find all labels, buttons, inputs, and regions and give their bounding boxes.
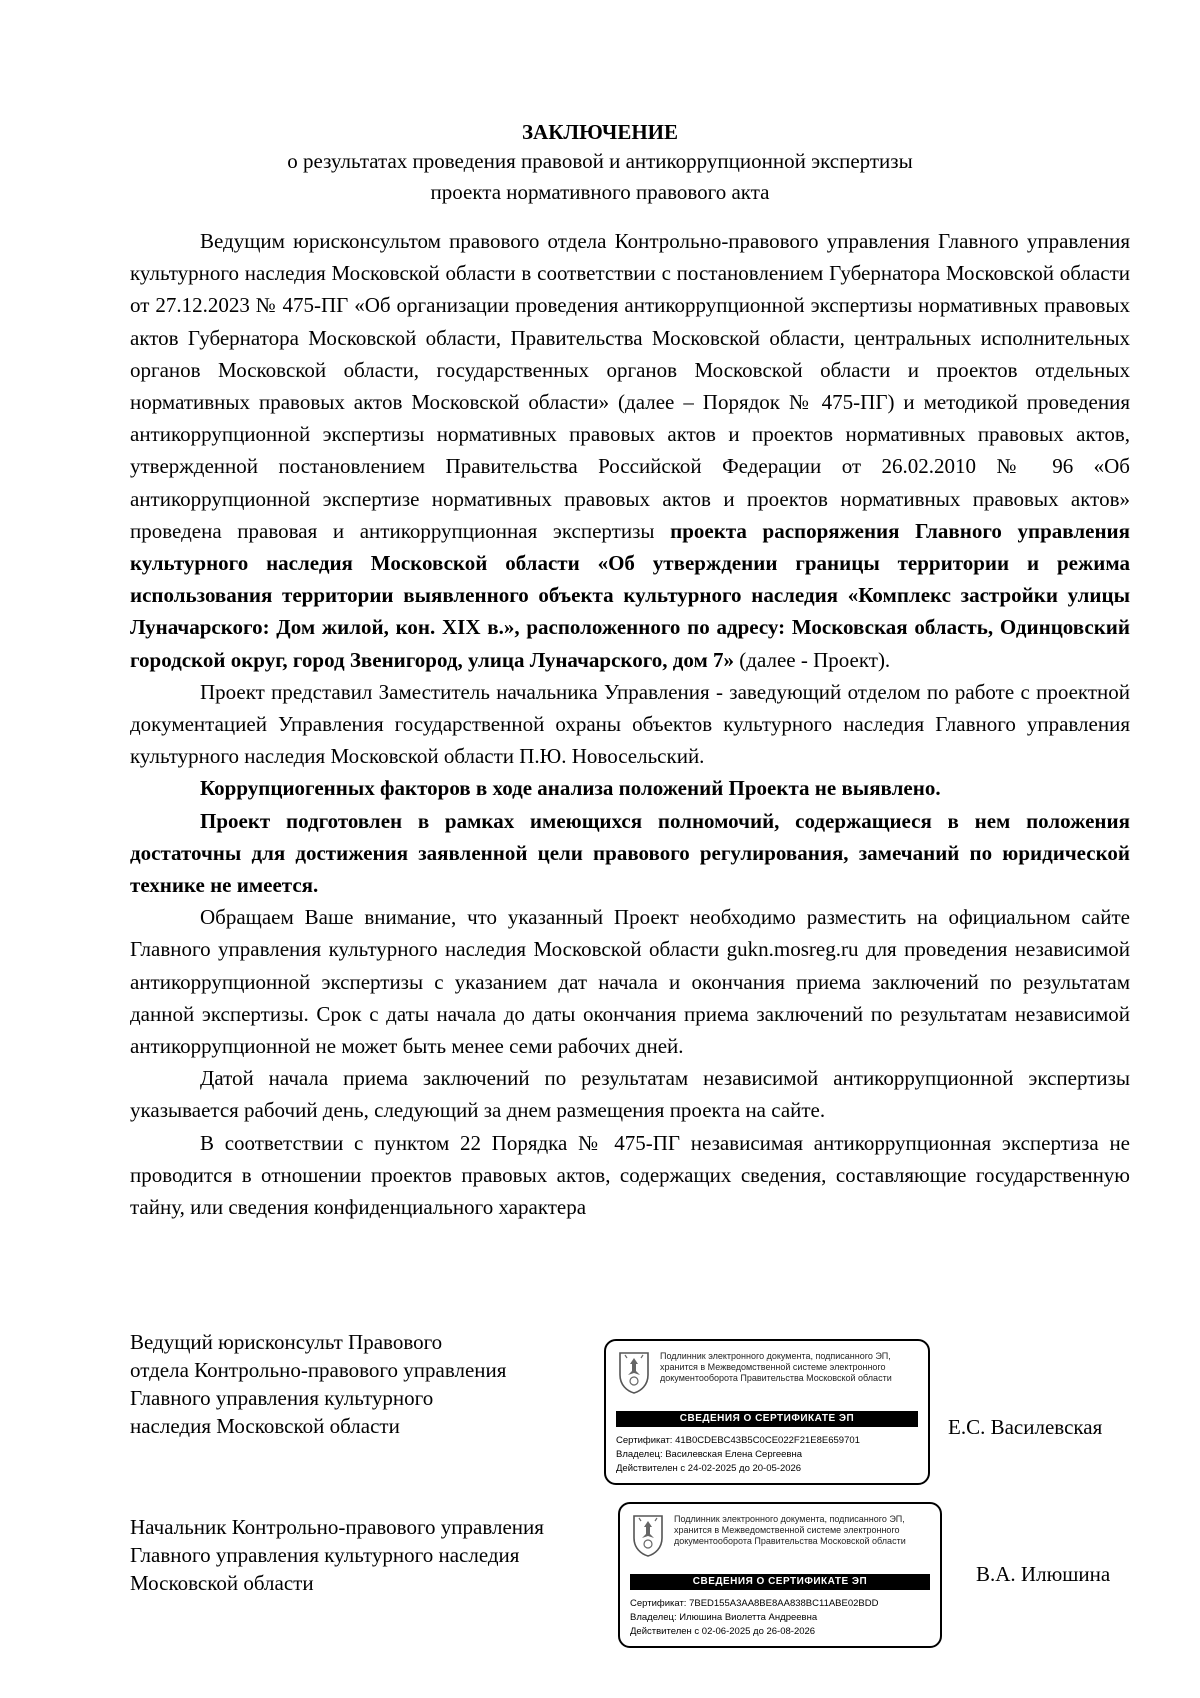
signature-1-position-line: Ведущий юрисконсульт Правового bbox=[130, 1330, 443, 1354]
stamp-2-owner: Владелец: Илюшина Виолетта Андреевна bbox=[630, 1612, 818, 1623]
stamp-1-header: Подлинник электронного документа, подписанного ЭП, хранится в Межведомственной системе электронного документооборота Правительства Московской области bbox=[660, 1351, 892, 1383]
coat-of-arms-icon bbox=[630, 1512, 666, 1558]
paragraph-project-sufficient: Проект подготовлен в рамках имеющихся полномочий, содержащиеся в нем положения достаточны для достижения заявленной цели правового регулирования, замечаний по юридической технике не имеется. bbox=[130, 808, 1130, 898]
stamp-2-validity: Действителен с 02-06-2025 до 26-08-2026 bbox=[630, 1626, 816, 1637]
coat-of-arms-icon bbox=[616, 1349, 652, 1395]
paragraph-expertise-basis-tail: (далее - Проект). bbox=[734, 647, 891, 672]
paragraph-expertise-basis-text: Ведущим юрисконсультом правового отдела Контрольно-правового управления Главного управления культурного наследия Московской области в соответствии с постановлением Губернатора Московской области от 27.12.2023 № 475-ПГ «Об организации проведения антикоррупционной экспертизы нормативных правовых актов Губернатора Московской области, Правительства Московской области, центральных исполнительных органов Московской области, государственных органов Московской области и проектов отдельных нормативных правовых актов Московской области» (далее – Порядок № 475-ПГ) и методикой проведения антикоррупционной экспертизы нормативных правовых актов и проектов нормативных правовых актов, утвержденной постановлением Правительства Российской Федерации от 26.02.2010 № 96 «Об антикоррупционной экспертизе нормативных правовых актов и проектов нормативных правовых актов» проведена правовая и антикоррупционная экспертизы bbox=[130, 229, 1130, 543]
paragraph-no-corruption-factors: Коррупциогенных факторов в ходе анализа положений Проекта не выявлено. bbox=[200, 776, 941, 801]
stamp-1-certificate-bar: СВЕДЕНИЯ О СЕРТИФИКАТЕ ЭП bbox=[616, 1411, 918, 1427]
signature-1-name: Е.С. Василевская bbox=[948, 1415, 1103, 1439]
paragraph-exceptions: В соответствии с пунктом 22 Порядка № 475-ПГ независимая антикоррупционная экспертиза не проводится в отношении проектов правовых актов, содержащих сведения, составляющие государственную тайну, или сведения конфиденциального характера bbox=[130, 1130, 1130, 1220]
stamp-2-certificate: Сертификат: 7BED155A3AA8BE8AA838BC11ABE02BDD bbox=[630, 1598, 879, 1609]
signature-2-position-line: Московской области bbox=[130, 1571, 314, 1595]
stamp-1-owner: Владелец: Василевская Елена Сергеевна bbox=[616, 1449, 803, 1460]
electronic-signature-stamp-1 bbox=[604, 1339, 930, 1485]
signature-1-position-line: наследия Московской области bbox=[130, 1414, 400, 1438]
paragraph-start-date: Датой начала приема заключений по результатам независимой антикоррупционной экспертизы указывается рабочий день, следующий за днем размещения проекта на сайте. bbox=[130, 1066, 1130, 1123]
document-title: ЗАКЛЮЧЕНИЕ bbox=[521, 120, 679, 144]
signature-2-position-line: Начальник Контрольно-правового управления bbox=[130, 1515, 544, 1539]
project-title-bold: проекта распоряжения Главного управления культурного наследия Московской области «Об утверждении границы территории и режима использования территории выявленного объекта культурного наследия «Комплекс застройки улицы Луначарского: Дом жилой, кон. XIX в.», расположенного по адресу: Московская область, Одинцовский городской округ, город Звенигород, улица Луначарского, дом 7» bbox=[130, 518, 1130, 672]
document-subtitle-line-2: проекта нормативного правового акта bbox=[430, 180, 770, 204]
document-header bbox=[0, 118, 1200, 208]
stamp-2-header: Подлинник электронного документа, подписанного ЭП, хранится в Межведомственной системе электронного документооборота Правительства Московской области bbox=[674, 1514, 906, 1546]
signature-1-position-line: отдела Контрольно-правового управления bbox=[130, 1358, 507, 1382]
electronic-signature-stamp-2 bbox=[618, 1502, 942, 1648]
signature-1-position bbox=[130, 1328, 506, 1440]
stamp-2-certificate-bar: СВЕДЕНИЯ О СЕРТИФИКАТЕ ЭП bbox=[630, 1574, 930, 1590]
paragraph-publication-notice: Обращаем Ваше внимание, что указанный Проект необходимо разместить на официальном сайте Главного управления культурного наследия Московской области gukn.mosreg.ru для проведения независимой антикоррупционной экспертизы с указанием дат начала и окончания приема заключений по результатам данной экспертизы. Срок с даты начала до даты окончания приема заключений по результатам независимой антикоррупционной не может быть менее семи рабочих дней. bbox=[130, 905, 1130, 1059]
document-body bbox=[130, 225, 1130, 1223]
signature-2-position bbox=[130, 1513, 544, 1597]
signature-2-name: В.А. Илюшина bbox=[976, 1562, 1111, 1586]
stamp-1-validity: Действителен с 24-02-2025 до 20-05-2026 bbox=[616, 1463, 802, 1474]
signature-2-position-line: Главного управления культурного наследия bbox=[130, 1543, 520, 1567]
document-subtitle-line-1: о результатах проведения правовой и антикоррупционной экспертизы bbox=[287, 149, 913, 173]
paragraph-project-presenter: Проект представил Заместитель начальника Управления - заведующий отделом по работе с проектной документацией Управления государственной охраны объектов культурного наследия Главного управления культурного наследия Московской области П.Ю. Новосельский. bbox=[130, 679, 1130, 769]
paragraph-expertise-basis bbox=[130, 225, 1130, 676]
stamp-1-certificate: Сертификат: 41B0CDEBC43B5C0CE022F21E8E659701 bbox=[616, 1435, 860, 1446]
signature-1-position-line: Главного управления культурного bbox=[130, 1386, 434, 1410]
